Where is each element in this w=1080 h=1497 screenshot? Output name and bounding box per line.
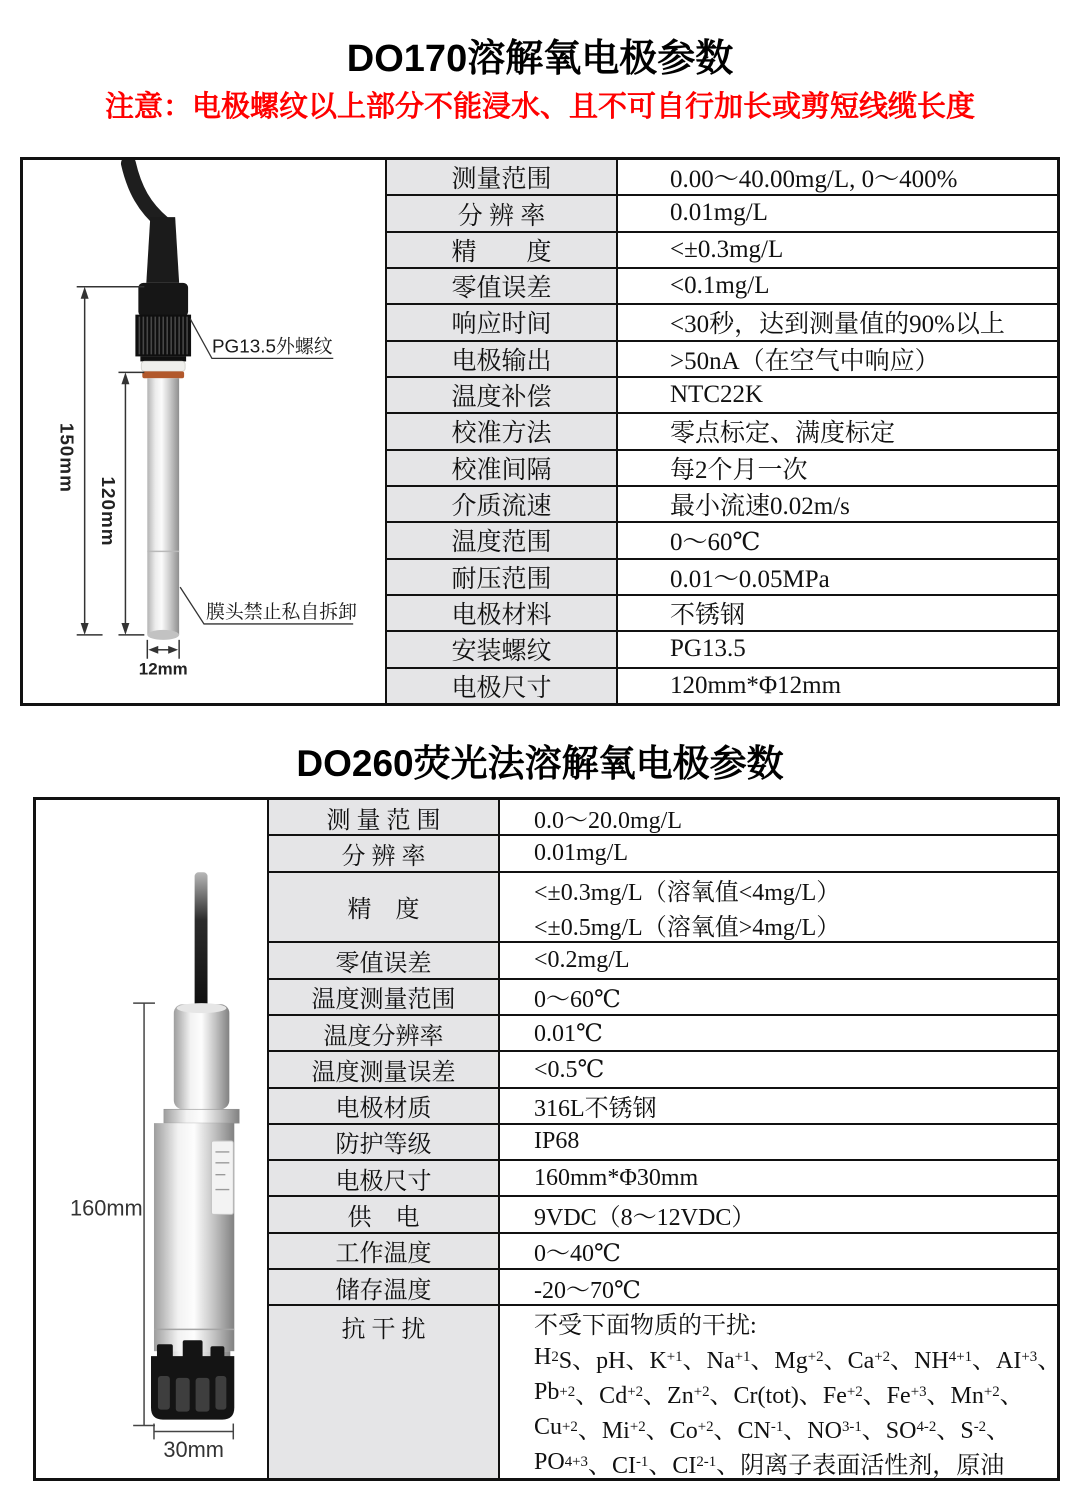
do260-cable	[195, 872, 208, 1007]
spec-value	[500, 1234, 1057, 1268]
spec-value	[618, 196, 1057, 230]
do260-electrode	[151, 872, 239, 1419]
dim-12-label: 12mm	[138, 659, 188, 679]
do170-cable	[128, 163, 163, 223]
spec-label: 温度分辨率	[269, 1016, 500, 1050]
spec-value-line: 0～40℃	[534, 1241, 621, 1268]
spec-label: 电极尺寸	[387, 669, 618, 703]
dim-12-arrow-left	[148, 646, 158, 654]
table-row	[387, 487, 1057, 523]
spec-label: 测 量 范 围	[269, 800, 500, 834]
spec-label: 校准间隔	[387, 451, 618, 485]
table-row	[269, 1089, 1057, 1125]
dim-120-label: 120mm	[97, 476, 119, 547]
do170-electrode	[128, 163, 191, 639]
do170-orange-ring	[142, 371, 184, 378]
spec-value-line: -20～70℃	[534, 1277, 641, 1304]
spec-value	[618, 305, 1057, 339]
spec-label: 温度范围	[387, 523, 618, 557]
do260-diagram-cell	[36, 800, 269, 1478]
spec-label: 电极输出	[387, 342, 618, 376]
spec-value-line: 不锈钢	[670, 602, 746, 630]
do170-thread-collar	[140, 356, 186, 361]
table-row	[269, 943, 1057, 979]
do260-top-cap	[174, 1004, 230, 1109]
do170-connector-body	[138, 283, 188, 317]
table-row	[387, 196, 1057, 232]
table-row	[269, 873, 1057, 944]
cage-slot	[176, 1378, 190, 1412]
do170-white-ring	[141, 361, 185, 371]
spec-value-line: 0～60℃	[534, 987, 621, 1014]
do170-spec-rows	[387, 160, 1057, 703]
spec-value	[500, 873, 1057, 942]
thread-callout-label: PG13.5外螺纹	[211, 336, 333, 358]
spec-value	[500, 1197, 1057, 1231]
spec-value-line: 0.01℃	[534, 1020, 603, 1047]
spec-label: 电极材质	[269, 1089, 500, 1123]
spec-value-line: PO 4 +3 、CI -1 、CI 2 -1 、阴离子表面活性剂，原油	[534, 1448, 1005, 1479]
table-row	[269, 1234, 1057, 1270]
dim-30-label: 30mm	[163, 1437, 224, 1463]
do260-collar	[164, 1109, 239, 1123]
spec-value-line: <0.1mg/L	[670, 272, 770, 300]
spec-value-line: NTC22K	[670, 381, 764, 409]
table-row	[387, 560, 1057, 596]
dim-120-arrow-down	[121, 623, 129, 635]
spec-value-line: <±0.5mg/L（溶氧值>4mg/L）	[534, 914, 841, 941]
table-row	[269, 1052, 1057, 1088]
spec-value	[500, 1052, 1057, 1086]
spec-value-line: 9VDC（8～12VDC）	[534, 1205, 756, 1232]
do170-spec-table	[20, 157, 1060, 706]
spec-value	[618, 596, 1057, 630]
dim-160-label: 160mm	[70, 1195, 143, 1221]
spec-label: 储存温度	[269, 1270, 500, 1304]
spec-label: 抗 干 扰	[269, 1306, 500, 1478]
spec-label: 供 电	[269, 1197, 500, 1231]
spec-value-line: 0.01mg/L	[534, 839, 628, 866]
do260-spec-table	[33, 797, 1060, 1481]
spec-label: 分 辨 率	[269, 836, 500, 870]
spec-value-line: Pb +2 、Cd +2 、Zn +2 、Cr(tot)、Fe +2 、Fe +3 、Mn +2 、	[534, 1378, 1024, 1409]
spec-value	[618, 669, 1057, 703]
spec-value	[500, 1306, 1062, 1479]
table-row	[269, 1161, 1057, 1197]
spec-label: 精 度	[269, 873, 500, 942]
table-row	[387, 523, 1057, 559]
spec-value-line: Cu +2 、Mi +2 、Co +2 、CN -1 、NO 3 -1 、SO 4 -2 、S -2 、	[534, 1413, 1011, 1444]
spec-value-line: 最小流速0.02m/s	[670, 493, 850, 521]
table-row	[387, 669, 1057, 703]
spec-label: 零值误差	[387, 269, 618, 303]
dim-12-arrow-right	[168, 646, 178, 654]
table-row	[269, 1125, 1057, 1161]
spec-value	[500, 943, 1057, 977]
spec-value-line: <30秒，达到测量值的90%以上	[670, 311, 1005, 339]
spec-value	[618, 451, 1057, 485]
dim-120-arrow-up	[121, 372, 129, 384]
spec-value	[618, 233, 1057, 267]
do170-shaft-tip	[147, 630, 179, 640]
spec-value-line: >50nA（在空气中响应）	[670, 347, 940, 375]
spec-label: 工作温度	[269, 1234, 500, 1268]
spec-value-line: 零点标定、满度标定	[670, 420, 896, 448]
spec-value	[500, 1270, 1057, 1304]
spec-value	[500, 1089, 1057, 1123]
spec-label: 测量范围	[387, 160, 618, 194]
cage-slot	[158, 1376, 170, 1410]
spec-value	[500, 836, 1057, 870]
table-row	[387, 233, 1057, 269]
dim-150-arrow-up	[81, 287, 89, 299]
table-row	[387, 414, 1057, 450]
spec-label: 温度测量范围	[269, 980, 500, 1014]
table-row	[387, 305, 1057, 341]
spec-label: 温度补偿	[387, 378, 618, 412]
table-row	[387, 632, 1057, 668]
table-row	[387, 160, 1057, 196]
spec-value-line: <0.2mg/L	[534, 946, 630, 973]
spec-value-line: <±0.3mg/L	[670, 235, 784, 263]
spec-label: 分 辨 率	[387, 196, 618, 230]
spec-value-line: H 2 S、pH、K +1 、Na +1 、Mg +2 、Ca +2 、NH 4 +1 、AI +3 、	[534, 1343, 1062, 1374]
spec-label: 安装螺纹	[387, 632, 618, 666]
spec-label: 电极材料	[387, 596, 618, 630]
table-row	[269, 1016, 1057, 1052]
table-row	[269, 836, 1057, 872]
spec-value	[500, 800, 1057, 834]
spec-label: 防护等级	[269, 1125, 500, 1159]
spec-value-line: 316L不锈钢	[534, 1096, 657, 1123]
spec-value	[500, 1125, 1057, 1159]
spec-value-line: 不受下面物质的干扰:	[534, 1312, 757, 1339]
spec-value	[500, 1161, 1057, 1195]
spec-label: 零值误差	[269, 943, 500, 977]
dim-150-label: 150mm	[55, 422, 77, 493]
spec-value-line: 0.01mg/L	[670, 199, 768, 227]
table-row	[387, 342, 1057, 378]
table-row	[269, 1306, 1062, 1479]
do260-title: DO260荧光法溶解氧电极参数	[296, 743, 784, 784]
spec-value-line: 0.00～40.00mg/L, 0～400%	[670, 166, 958, 194]
spec-label: 精 度	[387, 233, 618, 267]
spec-label: 电极尺寸	[269, 1161, 500, 1195]
do170-connector-neck	[146, 217, 179, 283]
table-row	[269, 800, 1057, 836]
table-row	[387, 596, 1057, 632]
cage-slot	[215, 1376, 226, 1410]
cage-slot	[196, 1378, 210, 1412]
spec-label: 温度测量误差	[269, 1052, 500, 1086]
table-row	[387, 451, 1057, 487]
spec-value-line: 0.0～20.0mg/L	[534, 807, 682, 834]
spec-value	[618, 160, 1057, 194]
spec-value-line: 160mm*Φ30mm	[534, 1164, 699, 1191]
do260-spec-rows	[269, 800, 1062, 1479]
table-row	[269, 1270, 1057, 1306]
spec-value-line: 0～60℃	[670, 529, 761, 557]
table-row	[387, 269, 1057, 305]
table-row	[269, 980, 1057, 1016]
spec-label: 介质流速	[387, 487, 618, 521]
do170-electrode-diagram	[23, 160, 385, 703]
spec-value-line: <0.5℃	[534, 1056, 605, 1083]
spec-label: 耐压范围	[387, 560, 618, 594]
spec-value-line: IP68	[534, 1128, 580, 1155]
do170-title: DO170溶解氧电极参数	[346, 38, 734, 80]
table-row	[269, 1197, 1057, 1233]
spec-value	[618, 632, 1057, 666]
spec-label: 响应时间	[387, 305, 618, 339]
spec-label: 校准方法	[387, 414, 618, 448]
spec-value-line: PG13.5	[670, 635, 746, 663]
spec-value	[500, 980, 1057, 1014]
spec-value	[618, 342, 1057, 376]
warning-note: 注意：电极螺纹以上部分不能浸水、且不可自行加长或剪短线缆长度	[104, 91, 975, 123]
do170-thread-ridges	[139, 317, 187, 355]
spec-value-line: <±0.3mg/L（溶氧值<4mg/L）	[534, 879, 841, 906]
membrane-callout-label: 膜头禁止私自拆卸	[205, 601, 357, 623]
dim-150-arrow-down	[81, 623, 89, 635]
table-row	[387, 378, 1057, 414]
spec-value	[618, 269, 1057, 303]
spec-value-line: 每2个月一次	[670, 456, 808, 484]
spec-value	[618, 414, 1057, 448]
spec-value	[500, 1016, 1057, 1050]
spec-value	[618, 560, 1057, 594]
spec-value	[618, 487, 1057, 521]
do170-shaft	[147, 378, 179, 635]
do170-diagram-cell	[23, 160, 387, 703]
spec-value	[618, 378, 1057, 412]
spec-value	[618, 523, 1057, 557]
do260-cap-highlight	[177, 1003, 227, 1013]
spec-value-line: 120mm*Φ12mm	[670, 671, 842, 699]
spec-value-line: 0.01～0.05MPa	[670, 565, 830, 593]
do260-electrode-diagram	[36, 800, 267, 1478]
